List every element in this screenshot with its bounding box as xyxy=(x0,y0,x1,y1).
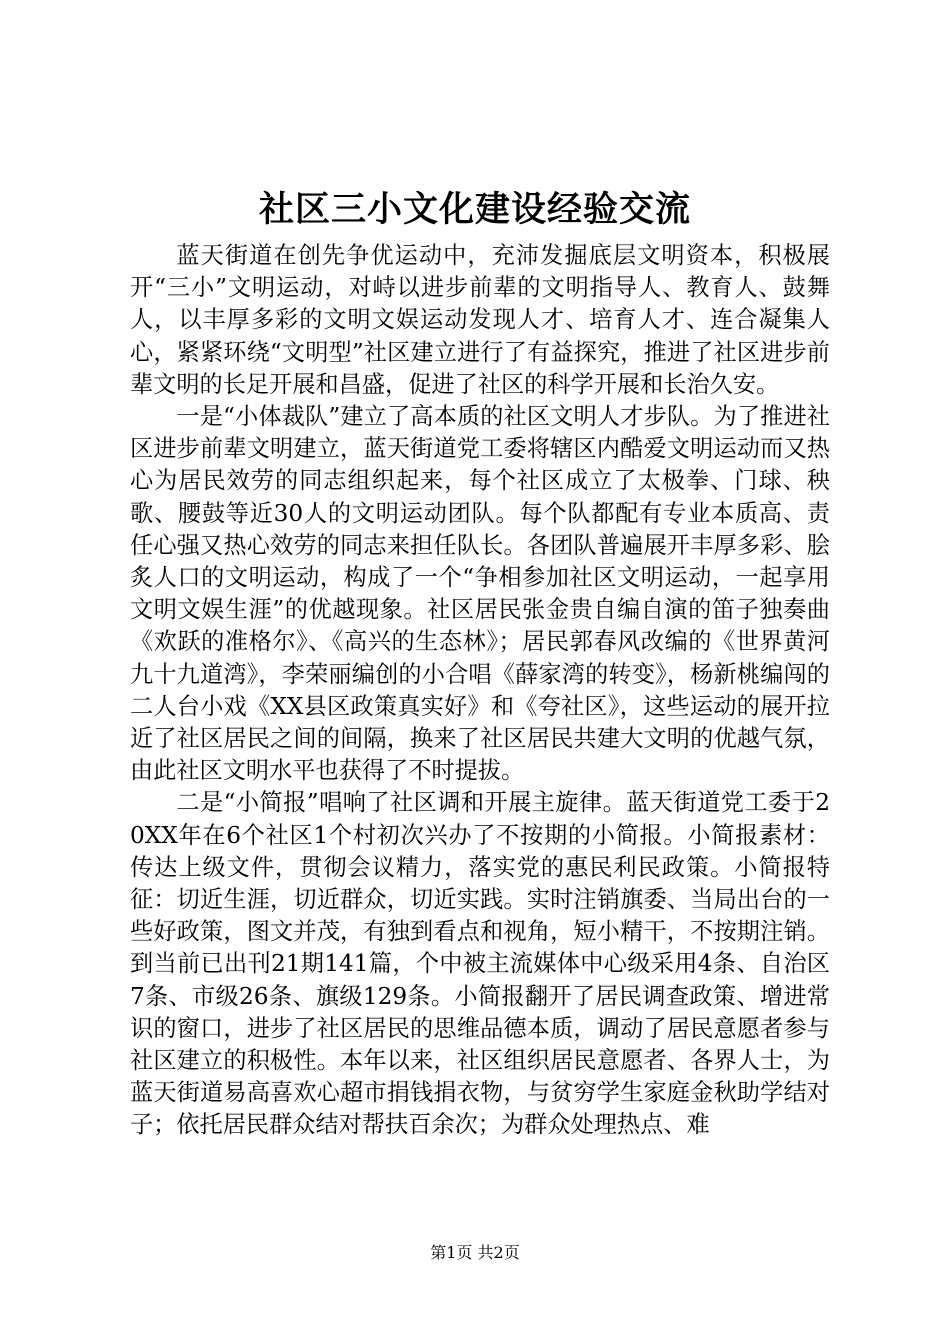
document-title: 社区三小文化建设经验交流 xyxy=(258,189,691,230)
paragraph-first-point: 一是“小体裁队”建立了高本质的社区文明人才步队。为了推进社区进步前辈文明建立，蓝天街道党工委将辖区内酷爱文明运动而又热心为居民效劳的同志组织起来，每个社区成立了太极拳、门球、秧歌、腰鼓等近30人的文明运动团队。每个队都配有专业本质高、责任心强又热心效劳的同志来担任队长。各团队普遍展开丰厚多彩、脍炙人口的文明运动，构成了一个“争相参加社区文明运动，一起享用文明文娱生涯”的优越现象。社区居民张金贵自编自演的笛子独奏曲《欢跃的准格尔》、《高兴的生态林》；居民郭春风改编的《世界黄河九十九道湾》，李荣丽编创的小合唱《薛家湾的转变》，杨新桃编闯的二人台小戏《XX县区政策真实好》和《夸社区》，这些运动的展开拉近了社区居民之间的间隔，换来了社区居民共建大文明的优越气氛，由此社区文明水平也获得了不时提拔。 xyxy=(130,403,830,785)
document-body xyxy=(130,240,830,1142)
paragraph-intro: 蓝天街道在创先争优运动中，充沛发掘底层文明资本，积极展开“三小”文明运动，对峙以进步前辈的文明指导人、教育人、鼓舞人，以丰厚多彩的文明文娱运动发现人才、培育人才、连合凝集人心，紧紧环绕“文明型”社区建立进行了有益探究，推进了社区进步前辈文明的长足开展和昌盛，促进了社区的科学开展和长治久安。 xyxy=(130,242,830,398)
page-number-footer: 第1页 共2页 xyxy=(430,1243,520,1262)
paragraph-second-point: 二是“小简报”唱响了社区调和开展主旋律。蓝天街道党工委于20XX年在6个社区1个村初次兴办了不按期的小简报。小简报素材：传达上级文件，贯彻会议精力，落实党的惠民利民政策。小简报特征：切近生涯，切近群众，切近实践。实时注销旗委、当局出台的一些好政策，图文并茂，有独到看点和视角，短小精干，不按期注销。到当前已出刊21期141篇，个中被主流媒体中心级采用4条、自治区7条、市级26条、旗级129条。小简报翻开了居民调查政策、增进常识的窗口，进步了社区居民的思维品德本质，调动了居民意愿者参与社区建立的积极性。本年以来，社区组织居民意愿者、各界人士，为蓝天街道易高喜欢心超市捐钱捐衣物，与贫穷学生家庭金秋助学结对子；依托居民群众结对帮扶百余次；为群众处理热点、难 xyxy=(130,789,830,1139)
